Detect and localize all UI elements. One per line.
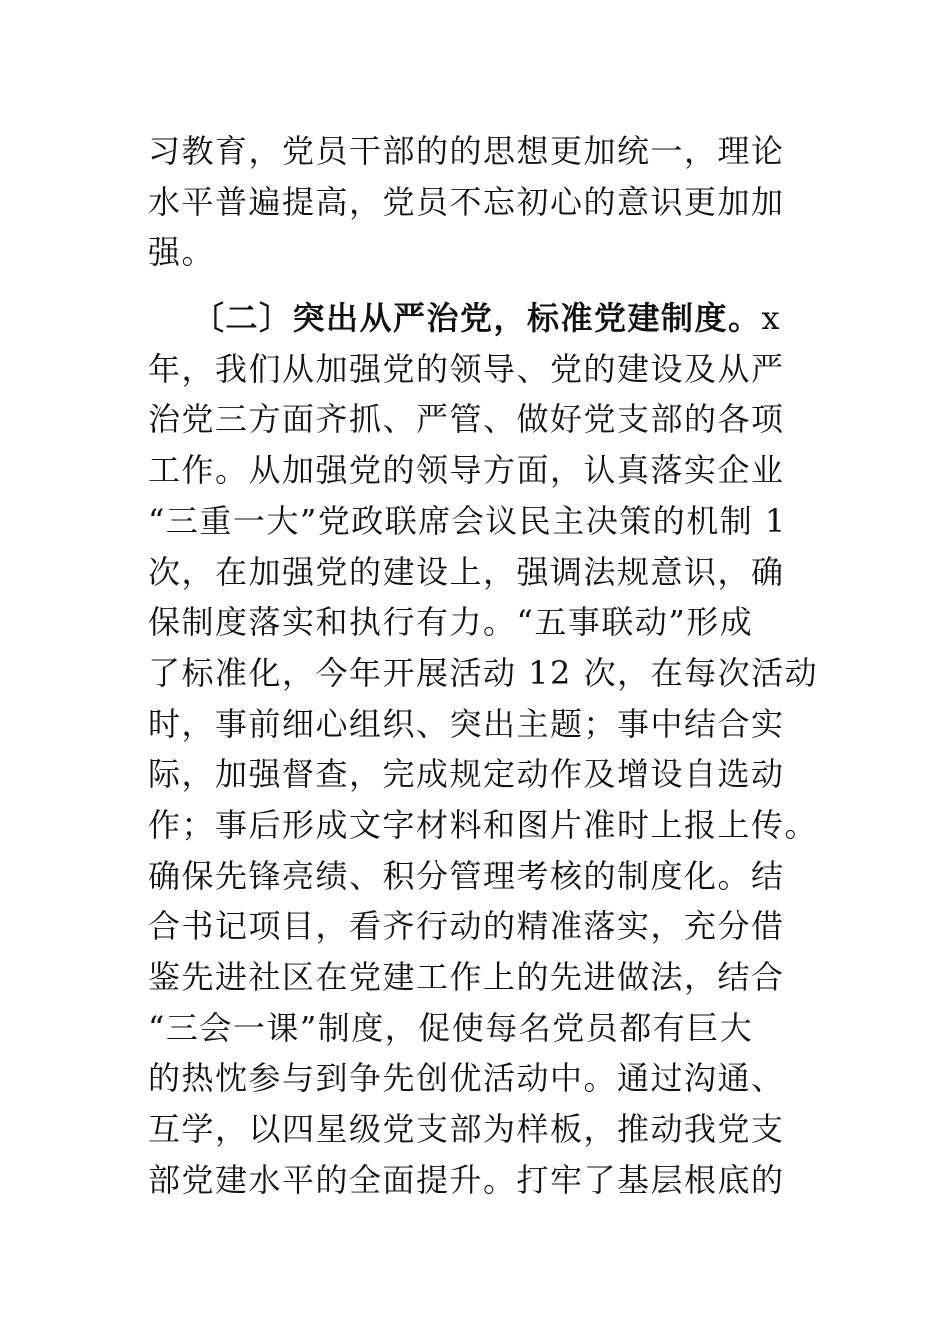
text-line: 年，我们从加强党的领导、党的建设及从严 [148,349,785,388]
text-line: “三重一大”党政联席会议民主决策的机制 1 [148,501,787,540]
text-line: 次，在加强党的建设上，强调法规意识，确 [148,552,785,591]
text-line: 习教育，党员干部的的思想更加统一，理论 [148,132,785,170]
paragraph-1 [148,126,848,278]
text-line: 鉴先进社区在党建工作上的先进做法，结合 [148,958,785,996]
text-line: 的热忱参与到争先创优活动中。通过沟通、 [148,1059,785,1098]
text-line: 际，加强督查，完成规定动作及增设自选动 [148,755,785,794]
text-line: 治党三方面齐抓、严管、做好党支部的各项 [148,400,785,439]
text-line: “三会一课”制度，促使每名党员都有巨大 [148,1008,754,1047]
paragraph-2 [148,293,848,1205]
text-line: 确保先锋亮绩、积分管理考核的制度化。结 [148,856,785,895]
text-line: 水平普遍提高，党员不忘初心的意识更加加 [148,182,785,221]
text-line: 合书记项目，看齐行动的精准落实，充分借 [148,907,785,946]
section-heading: 〔二〕突出从严治党，标准党建制度。 [192,299,762,338]
text-line: 作；事后形成文字材料和图片准时上报上传。 [148,805,819,844]
text-line: 了标准化，今年开展活动 12 次，在每次活动 [148,653,819,692]
paragraph-gap [148,278,848,293]
heading-line-rest: x [761,299,782,338]
text-line: 时，事前细心组织、突出主题；事中结合实 [148,704,785,743]
text-line: 工作。从加强党的领导方面，认真落实企业 [148,451,785,490]
text-line: 互学，以四星级党支部为样板，推动我党支 [148,1110,785,1149]
text-line: 保制度落实和执行有力。“五事联动”形成 [148,603,754,642]
text-line: 强。 [148,233,216,272]
text-line: 部党建水平的全面提升。打牢了基层根底的 [148,1160,785,1199]
body-text [148,126,848,1205]
paragraph-heading-line [148,293,848,344]
